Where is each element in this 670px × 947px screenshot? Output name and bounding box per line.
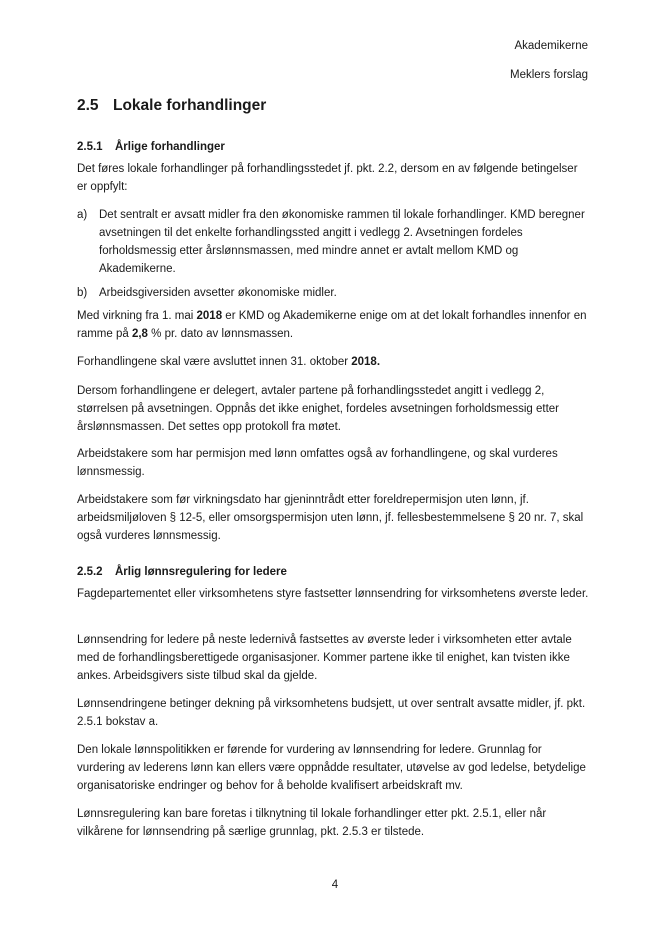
section-number: 2.5 [77, 97, 99, 114]
text-run: Med virkning fra 1. mai [77, 310, 197, 322]
paragraph-permisjon: Arbeidstakere som har permisjon med lønn omfattes også av forhandlingene, og skal vurderes lønnsmessig. [77, 448, 558, 478]
list-item-text: Arbeidsgiversiden avsetter økonomiske midler. [99, 287, 337, 299]
text-run: er KMD og Akademikerne enige om at det lokalt forhandles innenfor en ramme på [77, 310, 587, 340]
section-heading [77, 97, 266, 115]
subsection-heading-2-5-1 [77, 141, 225, 153]
subsection-number: 2.5.1 [77, 141, 103, 153]
subsection-title: Årlige forhandlinger [115, 141, 225, 153]
paragraph-virkning [77, 307, 589, 343]
text-run: Forhandlingene skal være avsluttet innen 31. oktober [77, 356, 352, 368]
paragraph-lonnsregulering: Lønnsregulering kan bare foretas i tilknytning til lokale forhandlinger etter pkt. 2.5.1, eller når vilkårene for lønnsendring på særlige grunnlag, pkt. 2.5.3 er tilstede. [77, 808, 547, 838]
paragraph-delegert: Dersom forhandlingene er delegert, avtaler partene på forhandlingsstedet angitt i vedlegg 2, størrelsen på avsetningen. Oppnås det ikke enighet, fordeles avsetningen forholdsmessig etter årslønnsmassen. Det settes opp protokoll fra møtet. [77, 385, 560, 433]
subsection-title: Årlig lønnsregulering for ledere [115, 566, 287, 578]
list-marker: b) [77, 287, 88, 299]
bold-year: 2018. [351, 356, 381, 368]
subsection-heading-2-5-2 [77, 566, 287, 578]
paragraph-dekning: Lønnsendringene betinger dekning på virksomhetens budsjett, ut over sentralt avsatte midler, jf. pkt. 2.5.1 bokstav a. [77, 698, 586, 728]
bold-year: 2018 [196, 310, 223, 322]
list-marker: a) [77, 209, 88, 221]
header-doc-label: Meklers forslag [510, 69, 588, 81]
paragraph-intro: Det føres lokale forhandlinger på forhandlingsstedet jf. pkt. 2.2, dersom en av følgende betingelser er oppfylt: [77, 163, 578, 193]
text-run: % pr. dato av lønnsmassen. [147, 328, 294, 340]
list-item-text: Det sentralt er avsatt midler fra den økonomiske rammen til lokale forhandlinger. KMD beregner avsetningen til det enkelte forhandlingssted angitt i vedlegg 2. Avsetningen fordeles forholdsmessig etter årslønnsmassen, med mindre annet er avtalt mellom KMD og Akademikerne. [99, 209, 585, 275]
header-org: Akademikerne [514, 40, 588, 52]
list-item-a [77, 206, 589, 278]
paragraph-neste-ledernivaa: Lønnsendring for ledere på neste ledernivå fastsettes av øverste leder i virksomheten etter avtale med de forhandlingsberettigede organisasjoner. Kommer partene ikke til enighet, kan tvisten ikke ankes. Arbeidsgivers siste tilbud skal da gjelde. [77, 634, 572, 682]
section-title: Lokale forhandlinger [113, 97, 267, 114]
list-item-b [77, 284, 589, 302]
paragraph-gjeninntradt: Arbeidstakere som før virkningsdato har gjeninntrådt etter foreldrepermisjon uten lønn, jf. arbeidsmiljøloven § 12-5, eller omsorgspermisjon uten lønn, jf. fellesbestemmelsene § 20 nr. 7, skal også vurderes lønnsmessig. [77, 494, 584, 542]
paragraph-frist [77, 353, 589, 371]
paragraph-lonnspolitikk: Den lokale lønnspolitikken er førende for vurdering av lønnsendring for ledere. Grunnlag for vurdering av lederens lønn kan ellers være oppnådde resultater, utøvelse av god ledelse, betydelige organisatoriske endringer og behov for å beholde kvalifisert arbeidskraft mv. [77, 744, 586, 792]
subsection-number: 2.5.2 [77, 566, 103, 578]
page-number: 4 [331, 879, 339, 891]
paragraph-fagdepartement: Fagdepartementet eller virksomhetens styre fastsetter lønnsendring for virksomhetens øverste leder. [77, 588, 589, 600]
bold-percent: 2,8 [131, 328, 148, 340]
